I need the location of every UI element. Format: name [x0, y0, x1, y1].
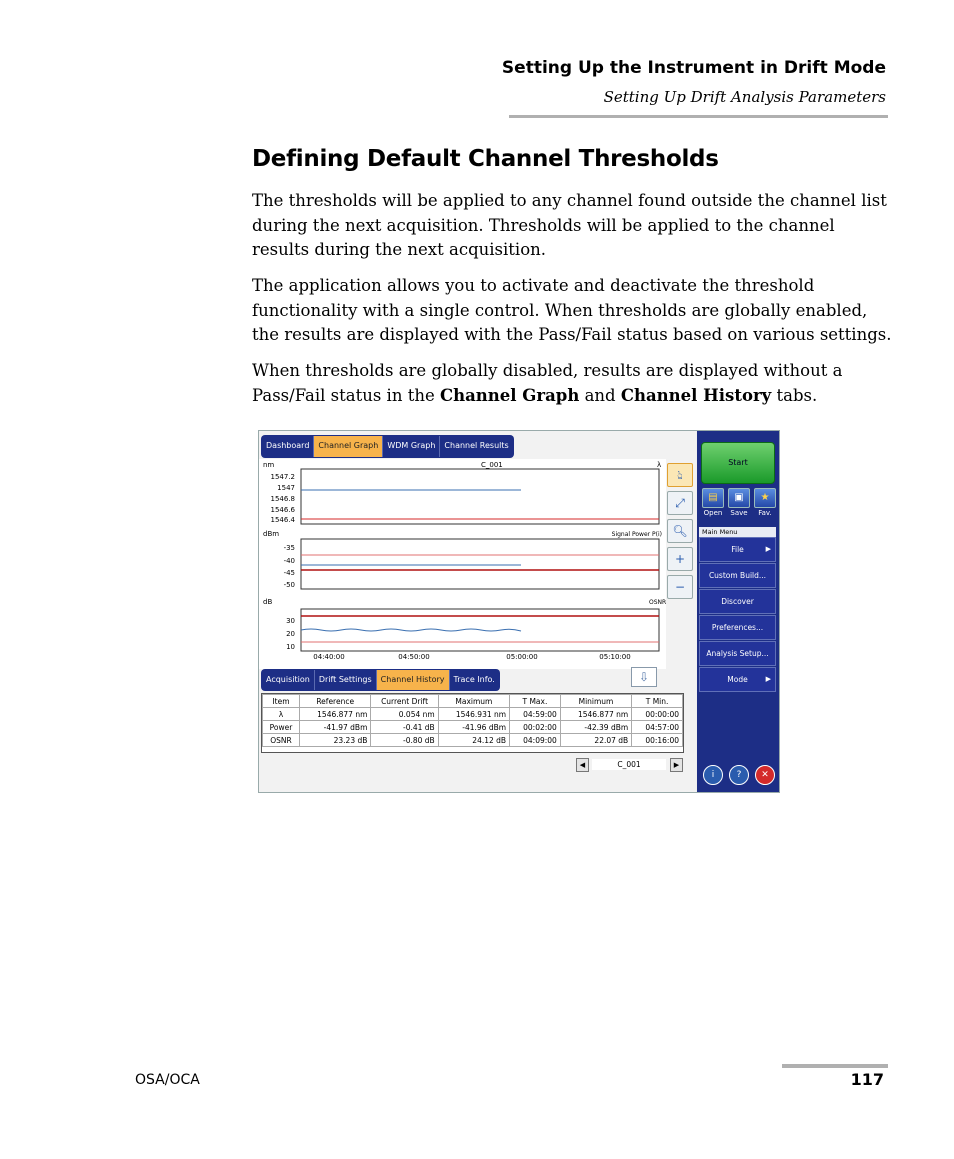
open-label: Open: [703, 509, 723, 517]
table-cell: 04:59:00: [510, 708, 561, 721]
col-t-min: T Min.: [632, 695, 683, 708]
p3-tick-1: 20: [286, 630, 295, 638]
panel3-title: OSNR: [649, 599, 666, 606]
menu-item-label: Preferences...: [711, 623, 764, 632]
table-row[interactable]: [263, 708, 683, 721]
menu-item-label: Discover: [721, 597, 754, 606]
footer-product: OSA/OCA: [135, 1072, 200, 1088]
tab-wdm-graph[interactable]: WDM Graph: [383, 436, 440, 457]
zoom-out-icon[interactable]: −: [667, 575, 693, 599]
menu-item-label: Custom Build...: [708, 571, 767, 580]
drift-graph: [259, 459, 666, 669]
col-maximum: Maximum: [438, 695, 509, 708]
table-cell: 22.07 dB: [560, 734, 631, 747]
table-row[interactable]: [263, 721, 683, 734]
tab-channel-graph[interactable]: Channel Graph: [314, 436, 383, 457]
menu-item-file[interactable]: [699, 537, 776, 562]
p2-tick-0: -35: [283, 544, 295, 552]
time-tick-2: 05:00:00: [506, 653, 538, 661]
p1-tick-1: 1547: [277, 484, 295, 492]
app-screenshot: [258, 430, 780, 793]
panel2-title: Signal Power P(i): [611, 531, 662, 538]
system-buttons: [703, 765, 775, 785]
header-title: Setting Up the Instrument in Drift Mode: [501, 58, 886, 78]
current-channel: C_001: [592, 759, 666, 770]
p2-tick-1: -40: [283, 557, 295, 565]
table-cell: 00:00:00: [632, 708, 683, 721]
table-cell: 1546.931 nm: [438, 708, 509, 721]
p1-tick-2: 1546.8: [270, 495, 295, 503]
top-tab-bar: [261, 435, 514, 458]
left-pane: [259, 431, 696, 792]
tab-channel-history[interactable]: Channel History: [377, 670, 450, 690]
menu-item-analysis-setup[interactable]: [699, 641, 776, 666]
help-icon[interactable]: ?: [729, 765, 749, 785]
paragraph-2: The application allows you to activate and deactivate the threshold functionality with a single control. When thresholds are globally enabled, the results are displayed with the Pass/Fail status based on various settings.: [252, 276, 892, 344]
paragraph-3-text: When thresholds are globally disabled, results are displayed without a Pass/Fail status in the: [252, 361, 843, 405]
footer-rule: [782, 1064, 888, 1068]
time-tick-1: 04:50:00: [398, 653, 430, 661]
main-menu: [699, 537, 776, 693]
arrow-down-icon[interactable]: ⇩: [631, 667, 657, 687]
table-cell: 1546.877 nm: [300, 708, 371, 721]
panel3-unit: dB: [263, 598, 273, 606]
table-cell: 23.23 dB: [300, 734, 371, 747]
p1-tick-0: 1547.2: [270, 473, 295, 481]
page-number: 117: [850, 1070, 884, 1089]
table-cell: 24.12 dB: [438, 734, 509, 747]
paragraph-3-conj: and: [579, 385, 621, 405]
table-cell: -41.96 dBm: [438, 721, 509, 734]
menu-item-custom-build[interactable]: [699, 563, 776, 588]
tab-acquisition[interactable]: Acquisition: [262, 670, 315, 690]
header-rule: [509, 115, 888, 118]
col-minimum: Minimum: [560, 695, 631, 708]
channel-label: C_001: [481, 461, 503, 469]
zoom-in-icon[interactable]: +: [667, 547, 693, 571]
menu-item-label: Mode: [727, 675, 748, 684]
table-cell: -42.39 dBm: [560, 721, 631, 734]
save-button[interactable]: [727, 488, 751, 517]
open-button[interactable]: [701, 488, 725, 517]
lambda-symbol: λ: [657, 461, 662, 469]
time-tick-0: 04:40:00: [313, 653, 345, 661]
menu-item-mode[interactable]: [699, 667, 776, 692]
section-heading: Defining Default Channel Thresholds: [252, 146, 719, 172]
channel-graph-term: Channel Graph: [439, 385, 580, 405]
col-t-max: T Max.: [510, 695, 561, 708]
disk-icon: ▣: [728, 488, 750, 508]
menu-item-label: Analysis Setup...: [706, 649, 769, 658]
tab-channel-results[interactable]: Channel Results: [444, 441, 509, 450]
p2-tick-2: -45: [283, 569, 295, 577]
main-menu-title: Main Menu: [699, 527, 776, 537]
menu-item-discover[interactable]: [699, 589, 776, 614]
tab-trace-info[interactable]: Trace Info.: [453, 675, 495, 684]
menu-item-label: File: [731, 545, 744, 554]
header-subtitle: Setting Up Drift Analysis Parameters: [603, 88, 886, 106]
channel-history-table: [261, 693, 684, 753]
exit-icon[interactable]: ✕: [755, 765, 775, 785]
panel1-unit: nm: [263, 461, 275, 469]
star-icon: ★: [754, 488, 776, 508]
panel2-frame: [301, 539, 659, 589]
right-pane: [697, 431, 779, 792]
favorites-button[interactable]: [753, 488, 777, 517]
p1-tick-4: 1546.4: [270, 516, 295, 524]
table-cell: 04:57:00: [632, 721, 683, 734]
table-cell: Power: [263, 721, 300, 734]
paragraph-3-end: tabs.: [771, 385, 818, 405]
prev-channel-icon[interactable]: ◀: [576, 758, 589, 772]
info-icon[interactable]: i: [703, 765, 723, 785]
p3-tick-0: 30: [286, 617, 295, 625]
chevron-right-icon: ▶: [765, 675, 771, 683]
bottom-tab-bar: [261, 669, 500, 691]
panel2-unit: dBm: [263, 530, 280, 538]
col-reference: Reference: [300, 695, 371, 708]
table-cell: 1546.877 nm: [560, 708, 631, 721]
chevron-right-icon: ▶: [765, 545, 771, 553]
col-current-drift: Current Drift: [371, 695, 438, 708]
col-item: Item: [263, 695, 300, 708]
table-cell: 00:16:00: [632, 734, 683, 747]
zoom-search-icon[interactable]: 🔍︎: [667, 519, 693, 543]
p1-tick-3: 1546.6: [270, 506, 295, 514]
tab-dashboard[interactable]: Dashboard: [262, 436, 314, 457]
graph-toolbar: [666, 461, 694, 603]
channel-navigator: [576, 758, 686, 772]
p3-tick-2: 10: [286, 643, 295, 651]
file-actions: [701, 488, 777, 517]
channel-history-term: Channel History: [620, 385, 772, 405]
folder-icon: ▤: [702, 488, 724, 508]
paragraph-3: [252, 359, 892, 408]
table-cell: OSNR: [263, 734, 300, 747]
tab-drift-settings[interactable]: Drift Settings: [315, 670, 377, 690]
menu-item-preferences[interactable]: [699, 615, 776, 640]
p2-tick-3: -50: [283, 581, 295, 589]
save-label: Save: [730, 509, 748, 517]
panel1-frame: [301, 469, 659, 524]
table-cell: -0.41 dB: [371, 721, 438, 734]
table-row[interactable]: [263, 734, 683, 747]
next-channel-icon[interactable]: ▶: [670, 758, 683, 772]
start-button[interactable]: Start: [701, 442, 775, 484]
time-tick-3: 05:10:00: [599, 653, 631, 661]
table-cell: 04:09:00: [510, 734, 561, 747]
table-cell: -41.97 dBm: [300, 721, 371, 734]
table-cell: λ: [263, 708, 300, 721]
fav-label: Fav.: [758, 509, 772, 517]
pointer-tool-icon[interactable]: 👆︎: [667, 463, 693, 487]
zoom-fit-icon[interactable]: ⤢: [667, 491, 693, 515]
table-cell: 0.054 nm: [371, 708, 438, 721]
table-cell: -0.80 dB: [371, 734, 438, 747]
paragraph-1: The thresholds will be applied to any channel found outside the channel list during the next acquisition. Thresholds will be applied to the channel results during the next acquisition.: [252, 191, 887, 259]
table-cell: 00:02:00: [510, 721, 561, 734]
